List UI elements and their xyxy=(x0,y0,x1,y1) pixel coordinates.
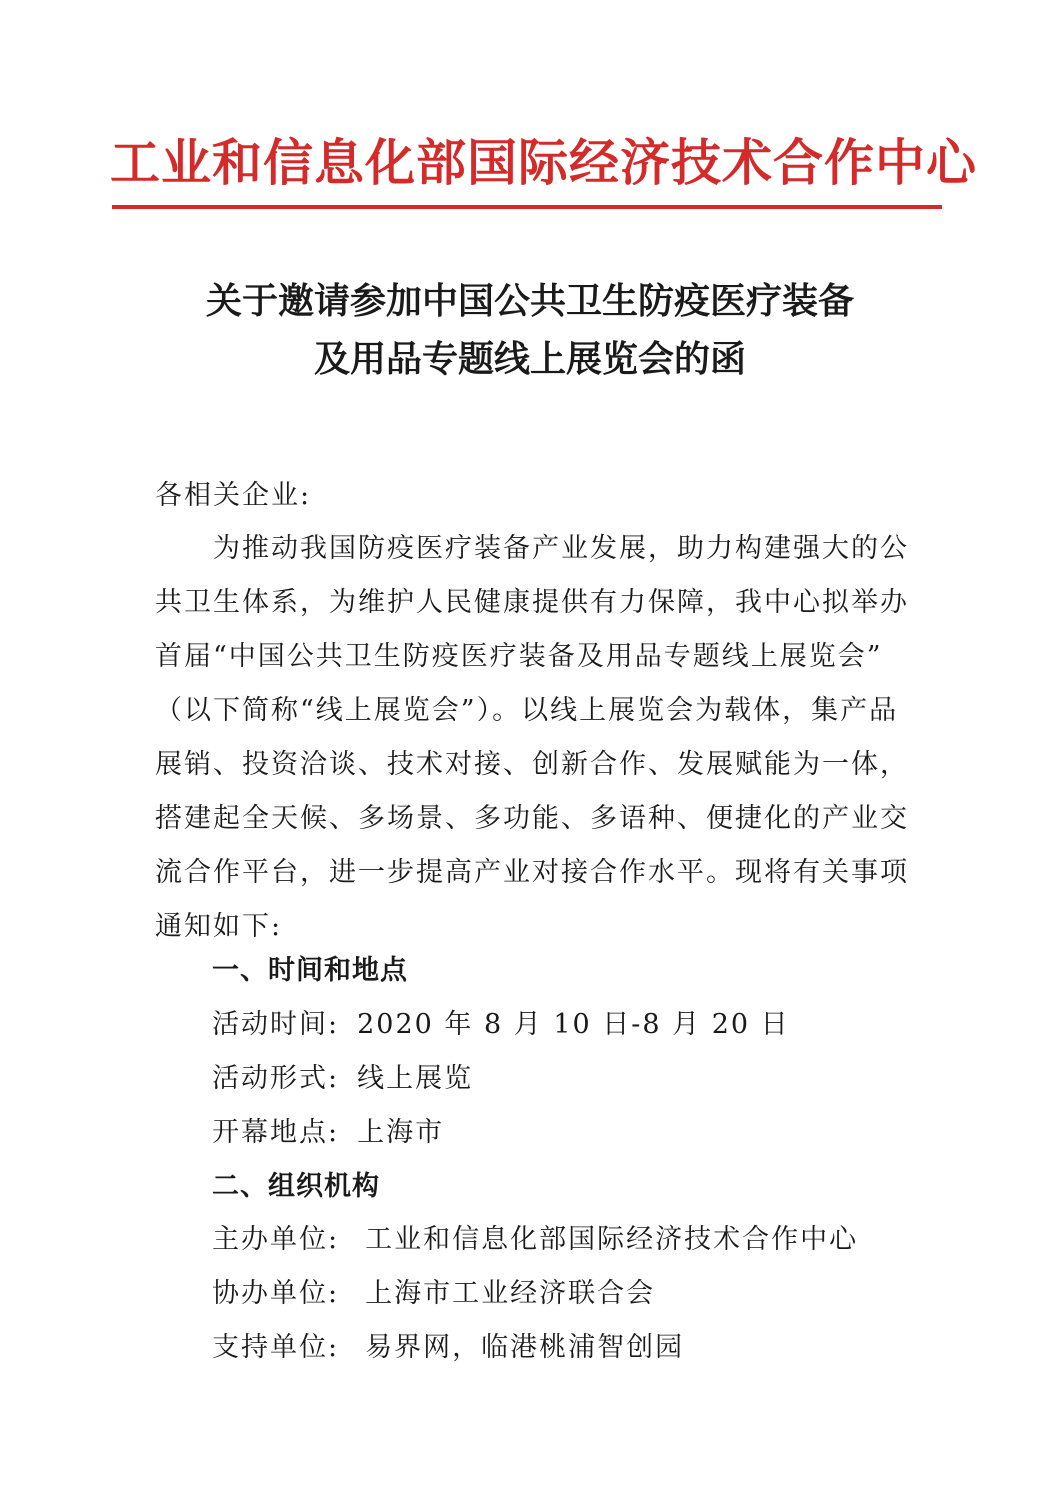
detail-row-co-organizer xyxy=(212,1267,655,1321)
detail-row-organizer xyxy=(212,1213,858,1267)
detail-label: 活动时间: xyxy=(212,1009,340,1040)
title-line-1: 关于邀请参加中国公共卫生防疫医疗装备 xyxy=(205,280,854,322)
section-heading-time-place: 一、时间和地点 xyxy=(212,955,408,986)
document-title xyxy=(100,272,960,388)
detail-value: 上海市工业经济联合会 xyxy=(365,1278,656,1309)
detail-label: 协办单位: xyxy=(212,1278,340,1309)
letterhead-org-name: 工业和信息化部国际经济技术合作中心 xyxy=(110,133,977,192)
detail-value: 2020 年 8 月 10 日-8 月 20 日 xyxy=(357,1009,790,1040)
detail-label: 开幕地点: xyxy=(212,1117,340,1148)
detail-label: 主办单位: xyxy=(212,1224,340,1255)
intro-line: 展销、投资洽谈、技术对接、创新合作、发展赋能为一体， xyxy=(155,749,909,780)
intro-paragraph xyxy=(155,522,915,954)
detail-row-supporter xyxy=(212,1321,684,1375)
intro-line: 首届“中国公共卫生防疫医疗装备及用品专题线上展览会” xyxy=(155,641,883,672)
section-heading-organization: 二、组织机构 xyxy=(212,1171,380,1202)
salutation: 各相关企业: xyxy=(155,480,312,511)
detail-label: 支持单位: xyxy=(212,1332,340,1363)
detail-value: 易界网，临港桃浦智创园 xyxy=(365,1332,685,1363)
intro-line: 共卫生体系，为维护人民健康提供有力保障，我中心拟举办 xyxy=(155,587,909,618)
detail-label: 活动形式: xyxy=(212,1063,340,1094)
intro-line: 通知如下: xyxy=(155,911,283,942)
title-line-2: 及用品专题线上展览会的函 xyxy=(313,338,746,380)
detail-row-location xyxy=(212,1106,444,1160)
detail-value: 上海市 xyxy=(357,1117,445,1148)
intro-line: 流合作平台，进一步提高产业对接合作水平。现将有关事项 xyxy=(155,857,909,888)
detail-value: 工业和信息化部国际经济技术合作中心 xyxy=(365,1224,859,1255)
letterhead-red-rule xyxy=(112,205,942,209)
intro-line: 为推动我国防疫医疗装备产业发展，助力构建强大的公 xyxy=(155,533,909,564)
detail-row-time xyxy=(212,998,790,1052)
detail-value: 线上展览 xyxy=(357,1063,474,1094)
detail-row-format xyxy=(212,1052,473,1106)
intro-line: 搭建起全天候、多场景、多功能、多语种、便捷化的产业交 xyxy=(155,803,909,834)
intro-line: （以下简称“线上展览会”）。以线上展览会为载体，集产品 xyxy=(155,695,899,726)
